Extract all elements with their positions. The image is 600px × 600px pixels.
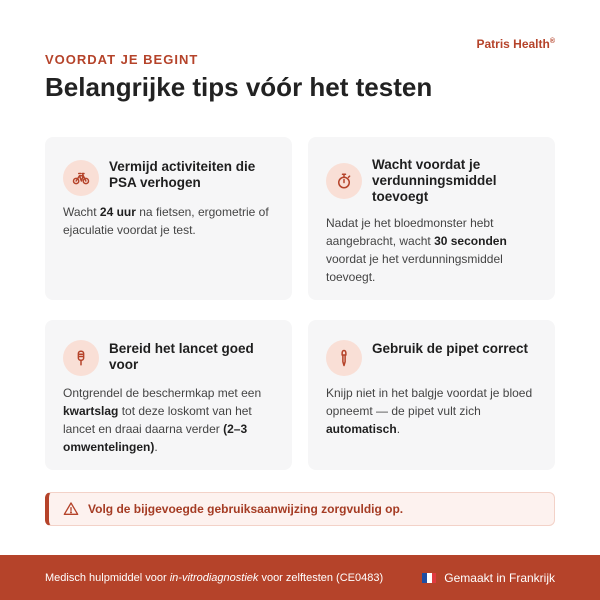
- warning-icon: [63, 501, 79, 517]
- made-in-text: Gemaakt in Frankrijk: [444, 570, 555, 585]
- tip-body: Ontgrendel de beschermkap met een kwartslag tot deze loskomt van het lancet en draai daarna verder (2–3 omwentelingen).: [63, 386, 262, 454]
- warning-text: Volg de bijgevoegde gebruiksaanwijzing zorgvuldig op.: [88, 502, 404, 516]
- tip-card-pipette: [308, 320, 555, 470]
- tip-body: Wacht 24 uur na fietsen, ergometrie of ejaculatie voordat je test.: [63, 205, 269, 237]
- tip-heading: Vermijd activiteiten die PSA verhogen: [109, 159, 256, 190]
- footer: [0, 555, 600, 600]
- tip-heading: Bereid het lancet goed voor: [109, 341, 254, 372]
- brand-name: Patris Health: [476, 37, 550, 51]
- stopwatch-icon: [326, 163, 362, 199]
- brand-logo: [476, 37, 555, 51]
- page-title: Belangrijke tips vóór het testen: [45, 72, 433, 102]
- tip-heading: Wacht voordat je verdunningsmiddel toevoegt: [372, 157, 497, 204]
- footer-device-notice: Medisch hulpmiddel voor in-vitrodiagnostiek voor zelftesten (CE0483): [45, 571, 384, 584]
- tip-card-activities: [45, 137, 292, 300]
- tip-body: Nadat je het bloedmonster hebt aangebracht, wacht 30 seconden voordat je het verdunningsmiddel toevoegt.: [326, 216, 507, 284]
- section-eyebrow: VOORDAT JE BEGINT: [45, 52, 199, 67]
- tip-body: Knijp niet in het balgje voordat je bloed opneemt — de pipet vult zich automatisch.: [326, 386, 533, 436]
- footer-made-in: [422, 571, 555, 585]
- lancet-icon: [63, 340, 99, 376]
- pipette-icon: [326, 340, 362, 376]
- tip-card-lancet: [45, 320, 292, 470]
- registered-mark: ®: [549, 38, 555, 45]
- bicycle-icon: [63, 160, 99, 196]
- tip-heading: Gebruik de pipet correct: [372, 341, 529, 356]
- tip-card-wait-diluent: [308, 137, 555, 300]
- warning-banner: [45, 492, 555, 526]
- france-flag-icon: [422, 573, 436, 583]
